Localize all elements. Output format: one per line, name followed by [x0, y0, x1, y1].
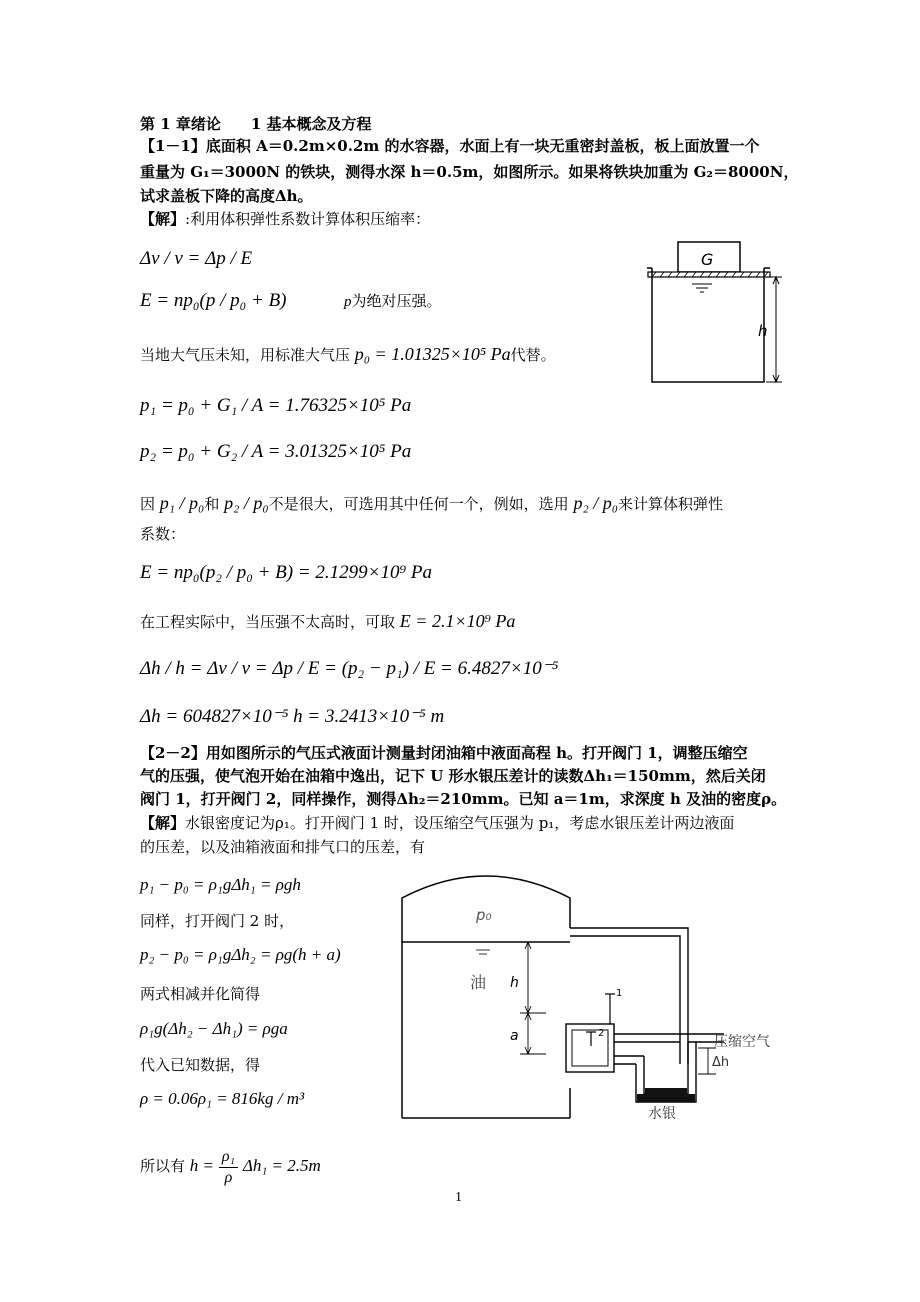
h-label: h: [510, 975, 519, 991]
equation-1: Δv / v = Δp / E: [140, 248, 253, 269]
ratio-line-2: 系数：: [140, 525, 186, 543]
page-number: 1: [455, 1190, 462, 1205]
water-surface-icon: [692, 284, 712, 292]
problem-text: 底面积 A＝0.2m×0.2m 的水容器，水面上有一块无重密封盖板，板上面放置一个: [205, 137, 760, 155]
engineering-text: 在工程实际中，当压强不太高时，可取: [140, 613, 396, 631]
fraction-numerator: ρ₁: [219, 1147, 238, 1168]
p0-line-text: 当地大气压未知，用标准大气压: [140, 346, 351, 364]
mercury-fill: [645, 1088, 687, 1094]
problem-1-1-line1: [140, 135, 759, 157]
plug-text: 代入已知数据，得: [140, 1056, 261, 1074]
problem-1-1-line3: 试求盖板下降的高度Δh。: [140, 187, 313, 205]
ratio-r1: p₁ / p₀: [159, 493, 205, 513]
equation-4: p₂ = p₀ + G₂ / A = 3.01325×10⁵ Pa: [140, 441, 412, 462]
h-a-dimension: [520, 942, 546, 1054]
subtract-text: 两式相减并化简得: [140, 985, 261, 1003]
solution-text: 水银密度记为ρ₁。打开阀门 1 时，设压缩空气压强为 p₁，考虑水银压差计两边液面: [185, 814, 735, 832]
engineering-eq: E = 2.1×10⁹ Pa: [399, 611, 516, 631]
problem-2-2-line3: 阀门 1，打开阀门 2，同样操作，测得Δh₂＝210mm。已知 a＝1m，求深度 h 及油的密度ρ。: [140, 790, 787, 808]
container-wall: [652, 268, 764, 382]
valve-1-icon: [605, 994, 615, 1024]
final-lhs: h =: [189, 1156, 215, 1175]
solution-1-1-intro: [140, 208, 430, 230]
solution-2-2-line1: [140, 812, 734, 834]
compressed-air-label: 压缩空气: [714, 1034, 770, 1050]
final-text: 所以有: [140, 1157, 186, 1175]
water-container-figure: [640, 238, 790, 388]
solution-text: :利用体积弹性系数计算体积压缩率：: [185, 210, 431, 228]
block-label: G: [701, 250, 714, 269]
oil-tank-figure: [398, 862, 803, 1124]
equation-2-2-2: p₂ − p₀ = ρ₁gΔh₂ = ρg(h + a): [140, 945, 341, 964]
problem-tag: 【2－2】: [140, 744, 206, 762]
problem-1-1-line2: 重量为 G₁＝3000N 的铁块，测得水深 h＝0.5m，如图所示。如果将铁块加重为 G₂＝8000N，: [140, 163, 799, 181]
fraction-denominator: ρ: [224, 1168, 233, 1186]
solution-tag: 【解】: [140, 814, 186, 832]
equation-2-var: p: [344, 294, 352, 310]
same-text: 同样，打开阀门 2 时，: [140, 912, 295, 930]
final-rhs: Δh₁ = 2.5m: [242, 1156, 321, 1175]
mercury-label: 水银: [648, 1106, 676, 1122]
oil-surface-icon: [476, 950, 490, 954]
equation-2-body: E = np₀(p / p₀ + B): [140, 290, 287, 311]
ratio-text-b: 和: [204, 495, 220, 513]
solution-tag: 【解】: [140, 210, 186, 228]
equation-2-2-4: ρ = 0.06ρ₁ = 816kg / m³: [140, 1089, 305, 1108]
depth-dimension: [766, 277, 782, 382]
valve-1-label: 1: [616, 988, 623, 999]
a-label: a: [510, 1028, 519, 1044]
final-fraction: [219, 1147, 238, 1188]
equation-2-note: 为绝对压强。: [351, 292, 442, 310]
ratio-text-d: 来计算体积弹性: [617, 495, 723, 513]
equation-5: E = np₀(p₂ / p₀ + B) = 2.1299×10⁹ Pa: [140, 562, 432, 583]
ratio-r2: p₂ / p₀: [224, 493, 269, 513]
problem-2-2-line2: 气的压强，使气泡开始在油箱中逸出，记下 U 形水银压差计的读数Δh₁＝150mm，然后关闭: [140, 767, 766, 785]
equation-2: [140, 288, 442, 315]
equation-6: Δh / h = Δv / v = Δp / E = (p₂ − p₁) / E = 6.4827×10⁻⁵: [140, 658, 559, 679]
solution-2-2-line2: 的压差，以及油箱液面和排气口的压差，有: [140, 838, 426, 856]
p0-line: [140, 343, 556, 366]
delta-h-label: Δh: [712, 1055, 730, 1070]
problem-text: 用如图所示的气压式液面计测量封闭油箱中液面高程 h。打开阀门 1，调整压缩空: [205, 744, 748, 762]
engineering-line: [140, 610, 515, 633]
p0-line-eq: p₀ = 1.01325×10⁵ Pa: [354, 344, 511, 364]
problem-tag: 【1－1】: [140, 137, 206, 155]
equation-2-2-3: ρ₁g(Δh₂ − Δh₁) = ρga: [140, 1019, 288, 1038]
valve-2-label: 2: [598, 1028, 605, 1039]
depth-label: h: [758, 322, 768, 340]
equation-2-2-1: p₁ − p₀ = ρ₁gΔh₁ = ρgh: [140, 875, 301, 894]
ratio-text-a: 因: [140, 495, 156, 513]
p0-label: p₀: [476, 906, 492, 924]
final-result-line: [140, 1146, 321, 1194]
equation-7: Δh = 604827×10⁻⁵ h = 3.2413×10⁻⁵ m: [140, 706, 445, 727]
chapter-heading: 第 1 章绪论 1 基本概念及方程: [140, 115, 372, 133]
p0-line-tail: 代替。: [510, 346, 556, 364]
ratio-line: [140, 492, 723, 515]
ratio-text-c: 不是很大，可选用其中任何一个，例如，选用: [268, 495, 569, 513]
ratio-r3: p₂ / p₀: [573, 493, 618, 513]
problem-2-2-line1: [140, 742, 748, 764]
oil-label: 油: [470, 973, 487, 992]
equation-3: p₁ = p₀ + G₁ / A = 1.76325×10⁵ Pa: [140, 395, 412, 416]
